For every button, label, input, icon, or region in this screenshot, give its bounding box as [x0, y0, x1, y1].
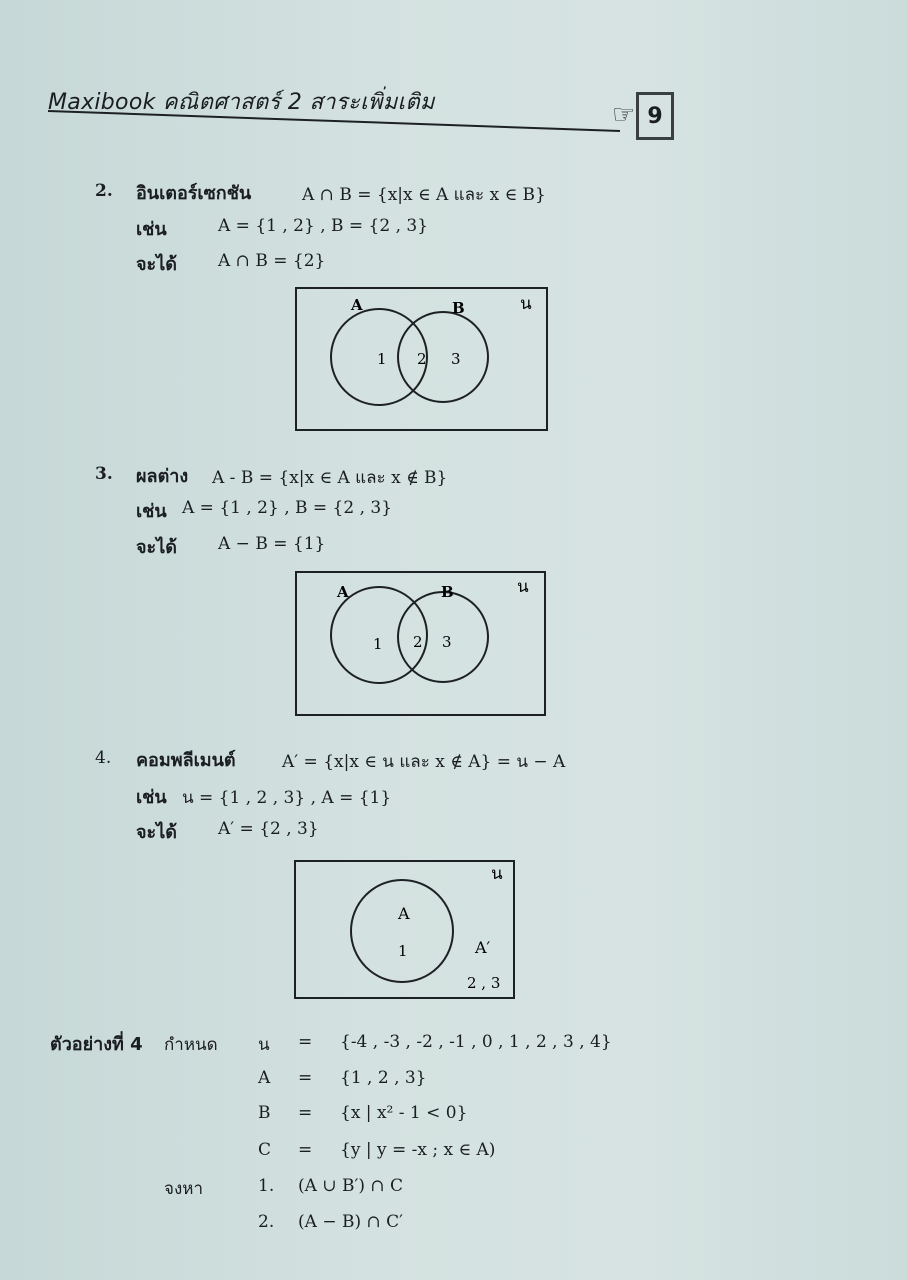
venn-only-a: 1 [373, 635, 383, 653]
section4-example-label: เช่น [136, 787, 167, 808]
venn-both: 2 [417, 350, 427, 368]
venn-difference [295, 571, 546, 717]
example4-row-c-eq: = [298, 1140, 313, 1160]
section4-example: น = {1 , 2 , 3} , A = {1} [182, 788, 392, 808]
example4-task1-num: 1. [258, 1176, 275, 1196]
section3-definition: A - B = {x|x ∈ A และ x ∉ B} [212, 468, 448, 488]
section2-example-label: เช่น [136, 219, 167, 240]
venn-complement [294, 860, 515, 1000]
venn-label-b: B [441, 583, 454, 601]
example4-row-c-lhs: C [258, 1140, 272, 1160]
venn-label-a: A [337, 583, 349, 601]
header-rule [0, 0, 907, 160]
example4-row-a-rhs: {1 , 2 , 3} [340, 1068, 427, 1088]
venn-label-b: B [452, 299, 465, 317]
section4-number: 4. [95, 748, 112, 768]
venn-complement-label: A′ [475, 938, 491, 957]
venn-both: 2 [413, 633, 423, 651]
example4-row-u-lhs: น [258, 1035, 270, 1055]
venn-only-b: 3 [442, 633, 452, 651]
example4-row-b-lhs: B [258, 1103, 271, 1123]
example4-row-c-rhs: {y | y = -x ; x ∈ A) [340, 1140, 496, 1160]
example4-row-b-eq: = [298, 1103, 313, 1123]
circle-b [398, 312, 488, 402]
section3-result-label: จะได้ [136, 537, 177, 558]
venn-intersection [295, 287, 548, 432]
example4-label: ตัวอย่างที่ 4 [50, 1034, 143, 1055]
venn-only-a: 1 [377, 350, 387, 368]
example4-find-label: จงหา [164, 1179, 204, 1199]
venn-universe-label: น [517, 577, 529, 597]
section3-title: ผลต่าง [136, 466, 189, 487]
section3-example-label: เช่น [136, 501, 167, 522]
example4-task2-expr: (A − B) ∩ C′ [298, 1212, 404, 1232]
section2-result: A ∩ B = {2} [218, 251, 326, 271]
venn-outside-a: 2 , 3 [467, 974, 501, 992]
section3-result: A − B = {1} [218, 534, 326, 554]
example4-given-label: กำหนด [164, 1035, 218, 1055]
example4-row-a-eq: = [298, 1068, 313, 1088]
example4-task2-num: 2. [258, 1212, 275, 1232]
section4-definition: A′ = {x|x ∈ น และ x ∉ A} = น − A [282, 752, 566, 772]
example4-row-u-rhs: {-4 , -3 , -2 , -1 , 0 , 1 , 2 , 3 , 4} [340, 1032, 612, 1052]
pointing-hand-icon: ☞ [612, 100, 636, 130]
venn-only-b: 3 [451, 350, 461, 368]
section4-result-label: จะได้ [136, 822, 177, 843]
example4-row-a-lhs: A [258, 1068, 271, 1088]
venn-label-a: A [351, 296, 363, 314]
example4-row-b-rhs: {x | x² - 1 < 0} [340, 1103, 468, 1123]
page-number: 9 [636, 92, 674, 140]
section3-example: A = {1 , 2} , B = {2 , 3} [182, 498, 393, 518]
header-title: Maxibook คณิตศาสตร์ 2 สาระเพิ่มเติม [48, 90, 435, 115]
section2-result-label: จะได้ [136, 254, 177, 275]
circle-a [351, 880, 453, 982]
example4-task1-expr: (A ∪ B′) ∩ C [298, 1176, 404, 1196]
section4-result: A′ = {2 , 3} [218, 819, 319, 839]
section2-title: อินเตอร์เซกชัน [136, 183, 252, 204]
section3-number: 3. [95, 464, 113, 484]
section4-title: คอมพลีเมนต์ [136, 750, 236, 771]
section2-number: 2. [95, 181, 113, 201]
venn-label-a: A [398, 904, 410, 923]
venn-universe-label: น [491, 864, 503, 884]
venn-universe-label: น [520, 294, 532, 314]
section2-definition: A ∩ B = {x|x ∈ A และ x ∈ B} [302, 185, 546, 205]
section2-example: A = {1 , 2} , B = {2 , 3} [218, 216, 429, 236]
venn-inside-a: 1 [398, 942, 408, 960]
example4-row-u-eq: = [298, 1032, 313, 1052]
